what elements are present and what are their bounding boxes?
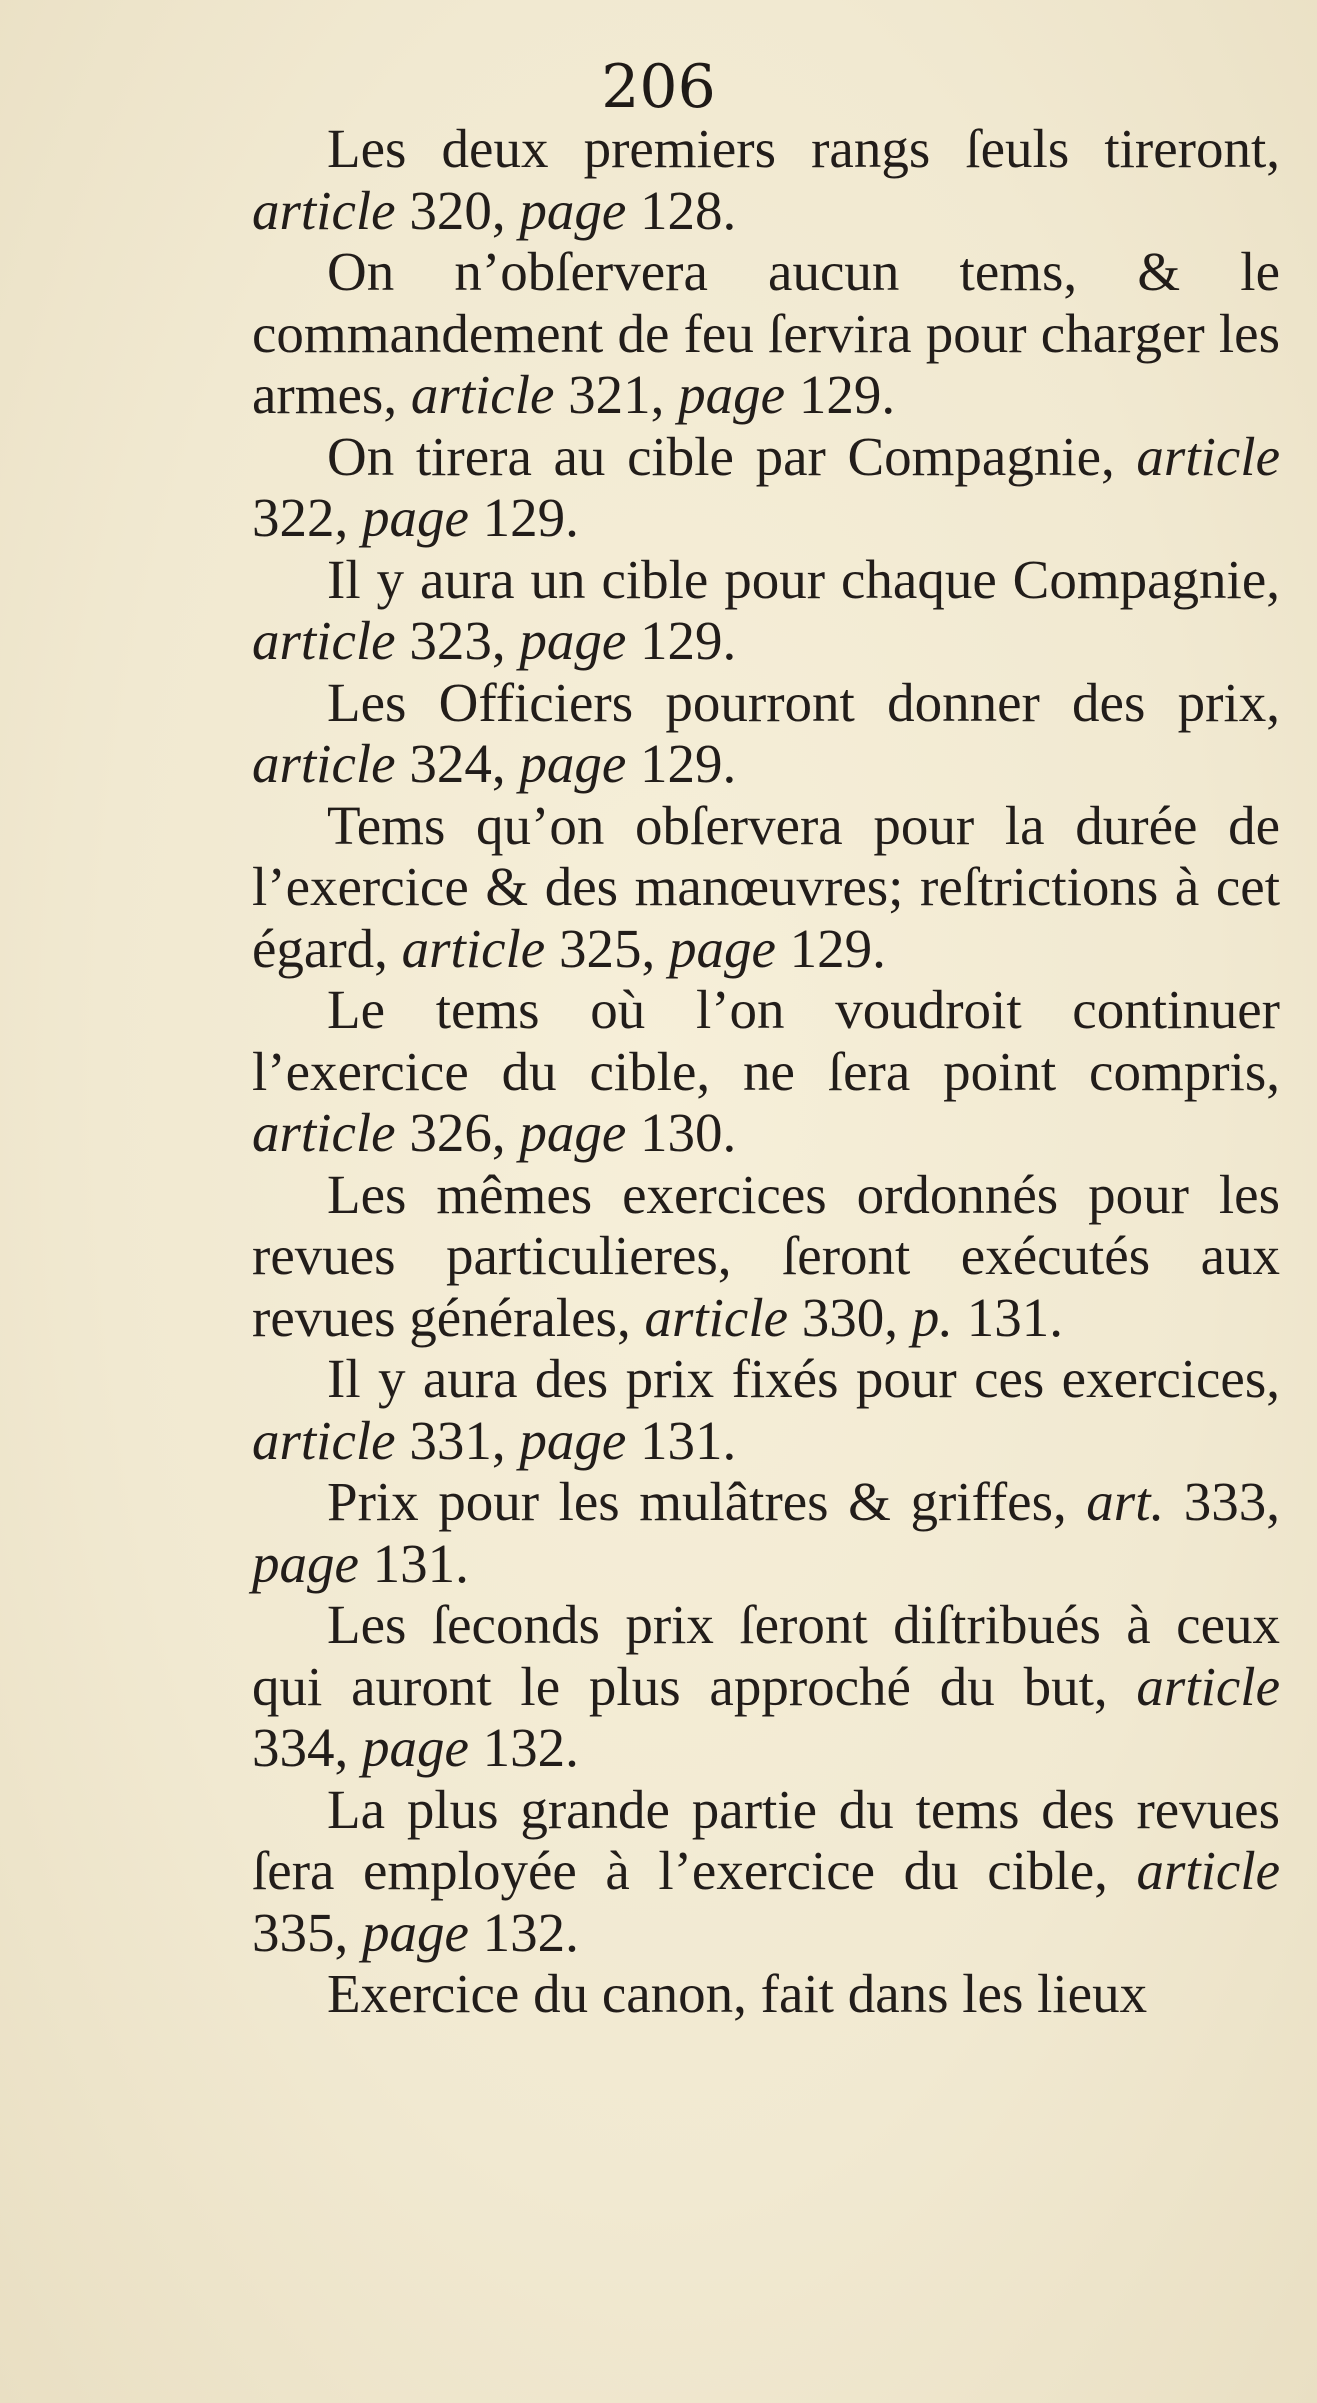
page-label: page <box>519 1102 627 1163</box>
entry-text: On n’obſervera aucun tems, & le commandement de feu ſervira pour charger les armes, <box>252 241 1280 425</box>
page-label: page <box>678 364 786 425</box>
index-entry: Il y aura un cible pour chaque Compagnie, article 323, page 129. <box>252 548 1280 671</box>
article-label: article <box>401 917 546 979</box>
index-entry: Prix pour les mulâtres & griffes, art. 333, page 131. <box>252 1471 1281 1594</box>
article-label: article <box>252 1102 396 1163</box>
entry-text: On tirera au cible par Compagnie, <box>327 425 1115 487</box>
entry-text: La plus grande partie du tems des revues ſera employée à l’exercice du cible, <box>252 1778 1280 1901</box>
article-number: 321 <box>568 364 651 425</box>
page-reference: 131. <box>372 1532 469 1594</box>
index-entry <box>252 1963 1280 2025</box>
entry-text: Tems qu’on obſervera pour la durée de l’exercice & des manœuvres; reſtrictions à cet égard, <box>252 794 1280 979</box>
article-label: article <box>1136 1840 1281 1901</box>
index-entry: Les Officiers pourront donner des prix, article 324, page 129. <box>252 671 1280 794</box>
article-label: article <box>252 610 396 671</box>
article-number: 326 <box>409 1102 492 1163</box>
page-reference: 129. <box>798 364 896 425</box>
index-entry: Les mêmes exercices ordonnés pour les revues particulieres, ſeront exécutés aux revues générales, article 330, p. 131. <box>252 1163 1280 1348</box>
article-number: 331 <box>409 1409 492 1471</box>
page-label: page <box>252 1532 359 1594</box>
page-label: page <box>362 487 469 548</box>
article-label: art. <box>1086 1471 1165 1532</box>
page-label: page <box>668 917 776 979</box>
index-entry: Le tems où l’on voudroit continuer l’exercice du cible, ne ſera point compris, article 326, page 130. <box>252 979 1280 1163</box>
article-number: 324 <box>409 733 492 794</box>
page-reference: 132. <box>482 1717 579 1778</box>
page-reference: 129. <box>482 487 579 548</box>
article-number: 335 <box>252 1901 335 1963</box>
entry-text: Les deux premiers rangs ſeuls tireront, <box>327 118 1280 179</box>
article-number: 322 <box>252 487 335 548</box>
page-label: page <box>362 1717 469 1778</box>
page-reference: 131. <box>966 1286 1064 1348</box>
page-reference: 130. <box>640 1102 737 1163</box>
article-label: article <box>1136 425 1280 487</box>
entry-text: Il y aura des prix fixés pour ces exercices, <box>327 1348 1280 1409</box>
entry-text: Exercice du canon, fait dans les lieux <box>327 1963 1148 2024</box>
page-label: page <box>519 733 627 794</box>
index-text <box>252 118 1280 2025</box>
article-label: article <box>252 179 396 241</box>
page-number: 206 <box>601 52 716 122</box>
page-label: p. <box>911 1286 954 1348</box>
page-reference: 128. <box>640 179 737 241</box>
index-entry: Les ſeconds prix ſeront diſtribués à ceux qui auront le plus approché du but, article 334, page 132. <box>252 1594 1280 1778</box>
index-entry: Les deux premiers rangs ſeuls tireront, article 320, page 128. <box>252 118 1280 241</box>
article-label: article <box>410 364 555 425</box>
entry-text: Il y aura un cible pour chaque Compagnie, <box>327 548 1280 610</box>
entry-text: Les ſeconds prix ſeront diſtribués à ceux qui auront le plus approché du but, <box>252 1594 1280 1717</box>
entry-text: Prix pour les mulâtres & griffes, <box>327 1471 1067 1532</box>
article-label: article <box>1136 1655 1280 1717</box>
article-number: 334 <box>252 1717 335 1778</box>
index-entry: Il y aura des prix fixés pour ces exercices, article 331, page 131. <box>252 1348 1280 1471</box>
article-number: 333 <box>1183 1471 1267 1532</box>
entry-text: Les Officiers pourront donner des prix, <box>327 671 1280 733</box>
index-entry: La plus grande partie du tems des revues ſera employée à l’exercice du cible, article 335, page 132. <box>252 1778 1281 1963</box>
page-label: page <box>362 1901 469 1963</box>
page-reference: 129. <box>640 733 737 794</box>
page-label: page <box>519 610 627 671</box>
article-number: 323 <box>409 610 492 671</box>
article-label: article <box>644 1286 789 1348</box>
article-label: article <box>252 733 396 794</box>
index-entry: On n’obſervera aucun tems, & le commandement de feu ſervira pour charger les armes, article 321, page 129. <box>252 241 1280 425</box>
entry-text: Les mêmes exercices ordonnés pour les revues particulieres, ſeront exécutés aux revues générales, <box>252 1163 1280 1348</box>
article-number: 320 <box>409 179 492 241</box>
page-reference: 132. <box>482 1901 579 1963</box>
page-label: page <box>519 179 627 241</box>
index-entry: On tirera au cible par Compagnie, article 322, page 129. <box>252 425 1280 548</box>
index-entry: Tems qu’on obſervera pour la durée de l’exercice & des manœuvres; reſtrictions à cet égard, article 325, page 129. <box>252 794 1280 979</box>
page-reference: 131. <box>640 1409 737 1471</box>
entry-text: Le tems où l’on voudroit continuer l’exercice du cible, ne ſera point compris, <box>252 979 1280 1102</box>
page-reference: 129. <box>640 610 737 671</box>
page-reference: 129. <box>789 917 886 979</box>
article-label: article <box>252 1409 396 1471</box>
article-number: 330 <box>801 1286 885 1348</box>
page-label: page <box>519 1409 627 1471</box>
article-number: 325 <box>558 917 642 979</box>
